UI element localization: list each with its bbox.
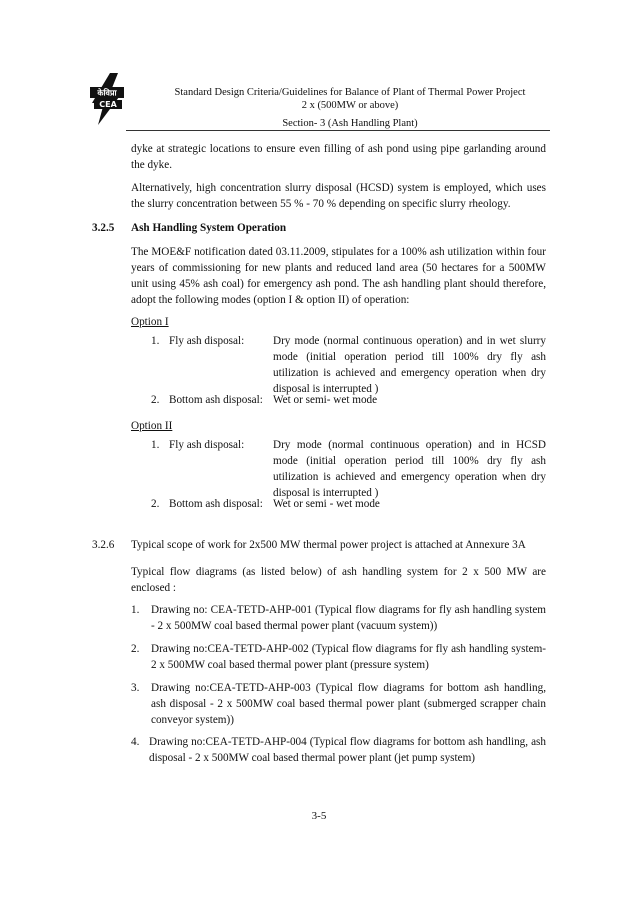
option2-item2-number: 2. — [151, 498, 160, 510]
header-rule — [126, 130, 550, 131]
drawing-item: Drawing no:CEA-TETD-AHP-003 (Typical flow diagrams for bottom ash handling, ash disposal - 2 x 500MW coal based thermal power plant (submerged scrapper chain conveyor system)) — [151, 682, 546, 726]
option2-item1-number: 1. — [151, 439, 160, 451]
intro-paragraph-1: dyke at strategic locations to ensure even filling of ash pond using pipe garlanding around the dyke. — [131, 143, 546, 171]
section-326-line: Typical scope of work for 2x500 MW thermal power project is attached at Annexure 3A — [131, 539, 526, 551]
drawing-item: Drawing no: CEA-TETD-AHP-001 (Typical flow diagrams for fly ash handling system - 2 x 500MW coal based thermal power plant (vacuum system)) — [151, 604, 546, 632]
section-326-number: 3.2.6 — [92, 539, 115, 551]
section-325-number: 3.2.5 — [92, 222, 115, 234]
logo-text-hindi: केविप्रा — [97, 88, 117, 98]
option2-item1-text: Dry mode (normal continuous operation) and in HCSD mode (initial operation period till 100% dry fly ash utilization is achieved and emergency operation when dry disposal is interrupted ) — [273, 439, 546, 499]
option2-item1-label: Fly ash disposal: — [169, 439, 245, 451]
drawing-number: 4. — [131, 736, 140, 748]
drawing-number: 3. — [131, 682, 140, 694]
option1-item1-number: 1. — [151, 335, 160, 347]
logo-text-cea: CEA — [99, 100, 117, 109]
cea-logo — [88, 73, 130, 123]
option1-item2-text: Wet or semi- wet mode — [273, 394, 378, 406]
drawing-item: Drawing no:CEA-TETD-AHP-004 (Typical flow diagrams for bottom ash handling, ash disposal - 2 x 500MW coal based thermal power plant (jet pump system) — [149, 736, 546, 764]
option1-item1-text: Dry mode (normal continuous operation) and in wet slurry mode (initial operation period till 100% dry fly ash utilization is achieved and emergency operation when dry disposal is interrupted ) — [273, 335, 546, 395]
section-325-title: Ash Handling System Operation — [131, 222, 287, 234]
drawing-item: Drawing no:CEA-TETD-AHP-002 (Typical flow diagrams for fly ash handling system- 2 x 500MW coal based thermal power plant (pressure system) — [151, 643, 546, 671]
option2-item2-text: Wet or semi - wet mode — [273, 498, 380, 510]
option2-heading: Option II — [131, 420, 173, 432]
cea-logo-graphic — [88, 73, 130, 125]
section-326-intro: Typical flow diagrams (as listed below) of ash handling system for 2 x 500 MW are enclosed : — [131, 566, 546, 594]
header-section: Section- 3 (Ash Handling Plant) — [282, 118, 418, 129]
option1-item2-label: Bottom ash disposal: — [169, 394, 263, 406]
option2-item2-label: Bottom ash disposal: — [169, 498, 263, 510]
intro-paragraph-2: Alternatively, high concentration slurry disposal (HCSD) system is employed, which uses the slurry concentration between 55 % - 70 % depending on specific slurry rheology. — [131, 182, 546, 210]
header-title-line2: 2 x (500MW or above) — [301, 100, 399, 111]
drawing-number: 2. — [131, 643, 140, 655]
option1-item1-label: Fly ash disposal: — [169, 335, 245, 347]
header-title-line1: Standard Design Criteria/Guidelines for Balance of Plant of Thermal Power Project — [174, 87, 526, 98]
drawing-number: 1. — [131, 604, 140, 616]
page-number: 3-5 — [311, 810, 327, 822]
section-325-body: The MOE&F notification dated 03.11.2009, stipulates for a 100% ash utilization within four years of commissioning for new plants and reduced land area (50 hectares for a 500MW unit using 45% ash coal) for emergency ash pond. The ash handling plant should therefore, adopt the following modes (option I & option II) of operation: — [131, 246, 546, 306]
option1-item2-number: 2. — [151, 394, 160, 406]
option1-heading: Option I — [131, 316, 169, 328]
